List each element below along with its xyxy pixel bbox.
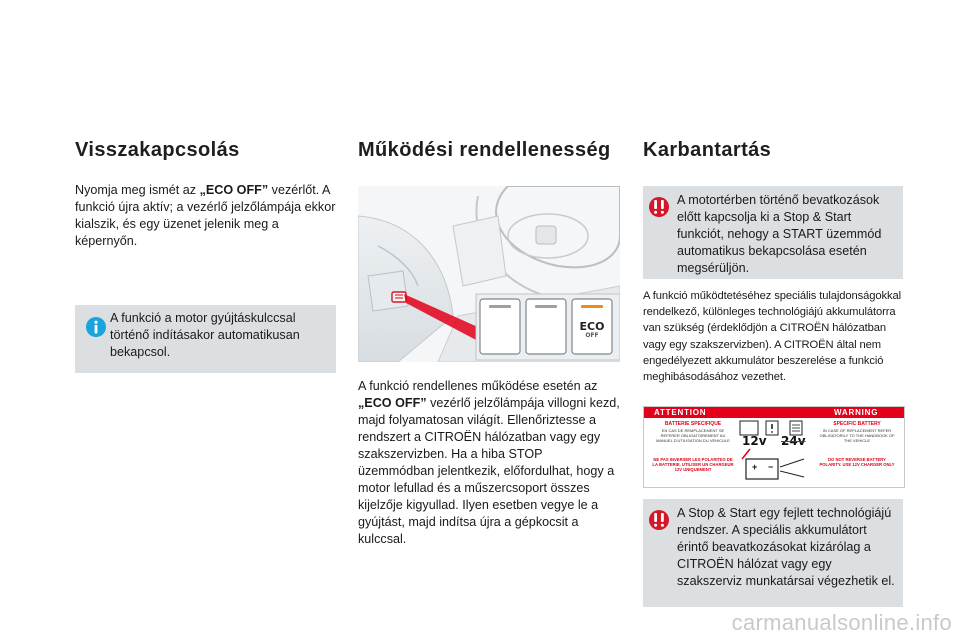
warning-icon: [648, 509, 670, 531]
label-right-warn: DO NOT REVERSE BATTERY POLARITY. USE 12V CHARGER ONLY: [819, 457, 895, 468]
label-right-head: SPECIFIC BATTERY: [833, 421, 881, 427]
info-text: A funkció a motor gyújtáskulccsal történő indításakor automatikusan bekapcsol.: [110, 311, 300, 359]
eco-off-label: „ECO OFF”: [199, 183, 269, 197]
eco-off-button-label: ECO OFF: [579, 320, 605, 339]
restart-paragraph: Nyomja meg ismét az „ECO OFF” vezérlőt. A funkció újra aktív; a vezérlő jelzőlámpája ekkor kialszik, és egy üzenet jelenik meg a képernyőn.: [75, 183, 336, 248]
label-left-head: BATTERIE SPECIFIQUE: [664, 421, 722, 427]
warning-text-engine: A motortérben történő bevatkozások előtt kapcsolja ki a Stop & Start funkciót, nehogy a START üzemmód automatikus bekapcsolása esetén megsérüljön.: [677, 193, 882, 275]
label-minus: −: [768, 462, 774, 472]
label-12v: 12v: [742, 434, 767, 448]
label-plus: +: [752, 462, 758, 472]
label-left-warn: NE PAS INVERSER LES POLARITES DE LA BATTERIE. UTILISER UN CHARGEUR 12V UNIQUEMENT: [652, 457, 734, 473]
label-right-sub: IN CASE OF REPLACEMENT REFER OBLIGATORILY TO THE HANDBOOK OF THE VEHICLE: [819, 428, 895, 443]
label-24v: 24v: [781, 434, 806, 448]
warning-box-engine: [643, 186, 903, 279]
label-warning: WARNING: [834, 408, 879, 417]
malfunction-paragraph: A funkció rendellenes működése esetén az „ECO OFF” vezérlő jelzőlámpája villogni kezd, majd folyamatosan világít. Ellenőriztesse a rendszert a CITROËN hálózatban vagy egy szakszervizben. Ha a hiba STOP üzemmódban jelentkezik, előfordulhat, hogy a motor lefullad és a műszercsoport összes kijelzője kigyullad. Ilyen esetben vegye le a gyújtást, majd indítsa újra a gépkocsit a kulccsal.: [358, 379, 620, 546]
label-left-sub: EN CAS DE REMPLACEMENT SE REFERER OBLIGATOIREMENT AU MANUEL D'UTILISATION DU VEHICULE: [656, 428, 730, 443]
warning-icon: [648, 196, 670, 218]
warning-text-specialist: A Stop & Start egy fejlett technológiájú rendszer. A speciális akkumulátort érintő beavatkozásokat kizárólag a CITROËN hálózat vagy egy szakszerviz munkatársai végezhetik el.: [677, 506, 895, 588]
eco-off-label: „ECO OFF”: [358, 396, 427, 410]
info-box: [75, 305, 336, 373]
battery-note: A funkció működtetéséhez speciális tulajdonságokkal rendelkező, különleges technológiájú akkumulátorra van szükség (érdeklődjön a CITROËN hálózatban vagy egy szakszervizben). A CITROËN által nem engedélyezett akkumulátor beszerelése a funkció meghibásodásához vezethet.: [643, 290, 901, 384]
label-attention: ATTENTION: [654, 408, 707, 417]
battery-warning-label: [643, 406, 905, 488]
info-icon: [85, 316, 107, 338]
warning-box-specialist: [643, 499, 903, 607]
dashboard-illustration: [358, 186, 620, 362]
section-title-malfunction: Működési rendellenesség: [358, 139, 611, 161]
section-title-restart: Visszakapcsolás: [75, 139, 240, 161]
section-title-maintenance: Karbantartás: [643, 139, 772, 161]
watermark-footer: carmanualsonline.info: [731, 610, 952, 635]
label-center-drawing: [738, 419, 814, 485]
